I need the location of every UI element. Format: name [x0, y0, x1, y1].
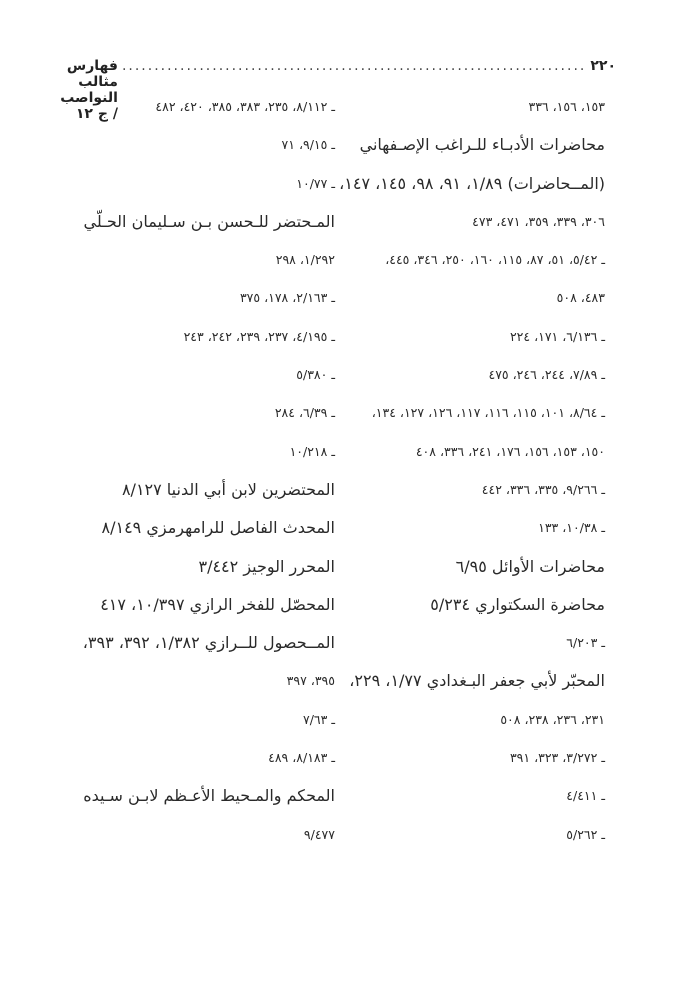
index-entry-title: المــحصول للــرازي ١/٣٨٢، ٣٩٢، ٣٩٣، [82, 633, 335, 653]
index-entry-references: ـ ٦/١٣٦، ١٧١، ٢٢٤ [509, 328, 605, 344]
index-entry-references: ٢٣١، ٢٣٦، ٢٣٨، ٥٠٨ [500, 711, 605, 727]
index-entry-references: ـ ٥/٣٨٠ [296, 367, 335, 383]
index-entry-references: ـ ٦/٢٠٣ [566, 635, 605, 651]
index-entry-title: المحبّر لأبي جعفر البـغدادي ١/٧٧، ٢٢٩، [349, 671, 605, 691]
index-entry-references: ـ ١٠/٣٨، ١٣٣ [538, 520, 605, 536]
index-entry-title: (المــحاضرات) ١/٨٩، ٩١، ٩٨، ١٤٥، ١٤٧، [339, 173, 605, 193]
running-title: فهارس مثالب النواصب / ج ١٢ [60, 58, 118, 122]
index-entry-title: المـحتضر للـحسن بـن سـليمان الحـلّي [83, 211, 335, 231]
index-entry-references: ـ ٣/٢٧٢، ٣٢٣، ٣٩١ [509, 750, 605, 766]
index-entry-references: ـ ٨/١١٢، ٢٣٥، ٣٨٣، ٣٨٥، ٤٢٠، ٤٨٢ [155, 99, 335, 114]
index-entry-references: ـ ٨/٦٤، ١٠١، ١١٥، ١١٦، ١١٧، ١٢٦، ١٢٧، ١٣٤، [371, 405, 605, 421]
index-column-left [35, 92, 335, 858]
index-entry-references: ٣٠٦، ٣٣٩، ٣٥٩، ٤٧١، ٤٧٣ [472, 213, 605, 229]
index-entry-title: المحتضرين لابن أبي الدنيا ٨/١٢٧ [121, 479, 335, 499]
index-entry-references: ـ ٢/١٦٣، ١٧٨، ٣٧٥ [239, 290, 335, 306]
index-entry-title: المحرر الوجيز ٣/٤٤٢ [198, 556, 335, 576]
index-entry-references: ١٥٣، ١٥٦، ٣٣٦ [528, 99, 605, 114]
leader-dots: ........................................................................ [121, 58, 587, 74]
index-entry-title: محاضرات الأوائل ٦/٩٥ [455, 556, 605, 576]
index-entry-references: ـ ١٠/٧٧ [296, 175, 335, 191]
index-entry-references: ـ ٩/٢٦٦، ٣٣٥، ٣٣٦، ٤٤٢ [481, 481, 605, 497]
index-entry-references: ـ ٦/٣٩، ٢٨٤ [274, 405, 335, 421]
index-entry-references: ٤٨٣، ٥٠٨ [556, 290, 605, 306]
index-entry-references: ـ ٥/٤٢، ٥١، ٨٧، ١١٥، ١٦٠، ٢٥٠، ٣٤٦، ٤٤٥، [385, 252, 605, 268]
index-entry-references: ـ ٤/١٩٥، ٢٣٧، ٢٣٩، ٢٤٢، ٢٤٣ [183, 328, 335, 344]
index-entry-references: ١٥٠، ١٥٣، ١٥٦، ١٧٦، ٢٤١، ٣٣٦، ٤٠٨ [415, 443, 605, 459]
index-entry-references: ـ ٧/٦٣ [303, 711, 335, 727]
index-entry-references: ـ ٤/٤١١ [566, 788, 605, 804]
index-entry-references: ٩/٤٧٧ [303, 826, 335, 842]
index-entry-references: ١/٢٩٢، ٢٩٨ [275, 252, 335, 268]
index-entry-title: محاضرة السكتواري ٥/٢٣٤ [430, 594, 605, 614]
index-entry-title: المحدث الفاصل للرامهرمزي ٨/١٤٩ [101, 518, 335, 538]
index-entry-title: المحكم والمـحيط الأعـظم لابـن سـيده [83, 786, 335, 806]
index-entry-title: المحصّل للفخر الرازي ١٠/٣٩٧، ٤١٧ [100, 594, 335, 614]
index-entry-references: ٣٩٥، ٣٩٧ [286, 673, 335, 689]
index-entry-references: ـ ١٠/٢١٨ [289, 443, 335, 459]
index-column-right [339, 92, 605, 858]
page-number: ٢٢٠ [590, 58, 616, 74]
index-entry-references: ـ ٧/٨٩، ٢٤٤، ٢٤٦، ٤٧٥ [488, 367, 605, 383]
index-entry-references: ـ ٥/٢٦٢ [566, 826, 605, 842]
index-entry-title: محاضرات الأدبـاء للـراغب الإصـفهاني [359, 135, 605, 155]
index-entry-references: ـ ٩/١٥، ٧١ [281, 137, 335, 153]
index-entry-references: ـ ٨/١٨٣، ٤٨٩ [268, 750, 335, 766]
